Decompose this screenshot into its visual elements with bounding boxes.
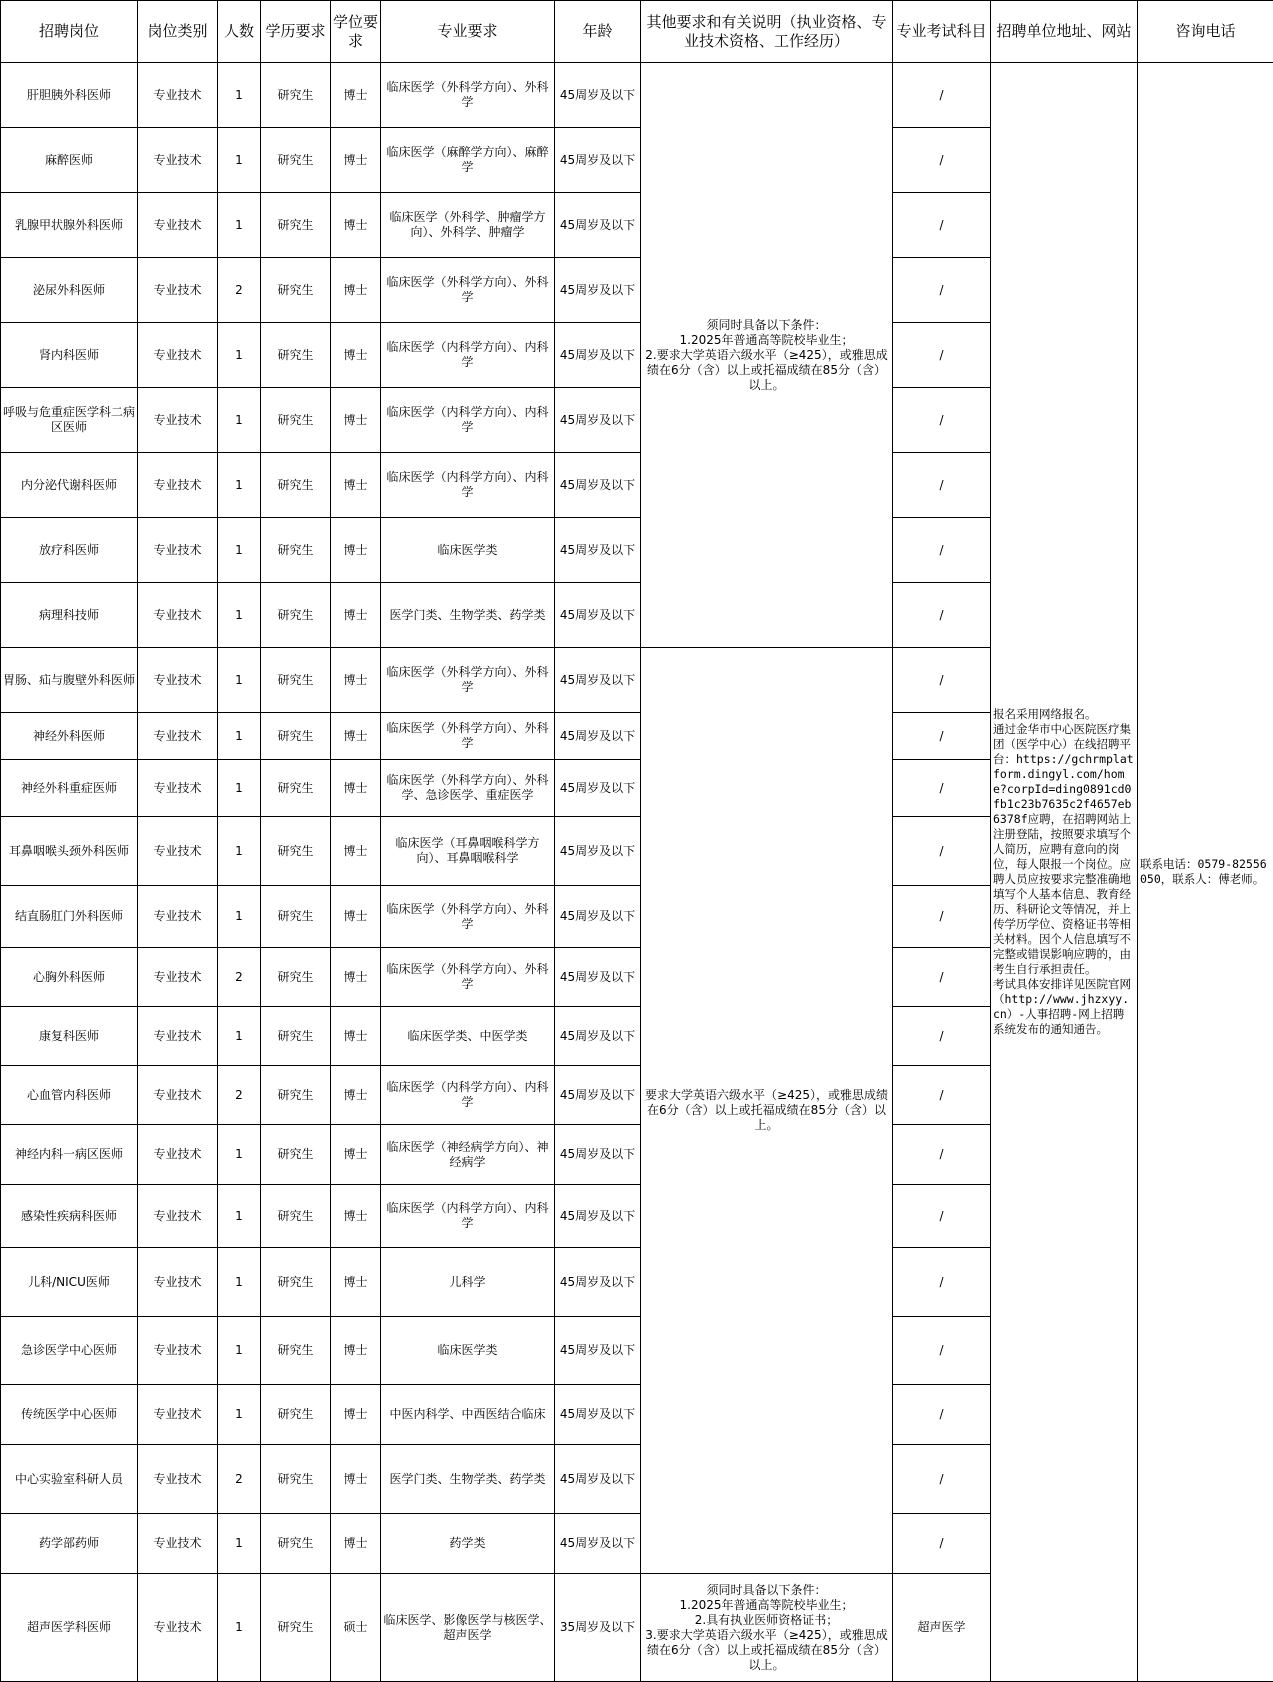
row-exam: /	[893, 886, 991, 948]
row-major: 医学门类、生物学类、药学类	[381, 1445, 555, 1514]
row-education: 研究生	[261, 713, 331, 760]
row-exam: /	[893, 713, 991, 760]
row-age: 45周岁及以下	[555, 193, 641, 258]
header-other-requirements: 其他要求和有关说明（执业资格、专业技术资格、工作经历）	[641, 1, 893, 63]
row-major: 临床医学（外科学方向）、外科学	[381, 63, 555, 128]
row-exam: /	[893, 760, 991, 817]
row-count: 1	[218, 1185, 261, 1248]
row-education: 研究生	[261, 1125, 331, 1185]
table-row	[1, 63, 1273, 128]
row-exam: /	[893, 648, 991, 713]
row-post: 胃肠、疝与腹壁外科医师	[1, 648, 138, 713]
row-category: 专业技术	[138, 817, 218, 886]
row-post: 急诊医学中心医师	[1, 1317, 138, 1385]
row-major: 中医内科学、中西医结合临床	[381, 1385, 555, 1445]
row-degree: 博士	[331, 1514, 381, 1574]
row-major: 临床医学（外科学方向）、外科学、急诊医学、重症医学	[381, 760, 555, 817]
other-requirements-group3: 须同时具备以下条件： 1.2025年普通高等院校毕业生； 2.具有执业医师资格证书； 3.要求大学英语六级水平（≥425），或雅思成绩在6分（含）以上或托福成绩在85分（含）以上。	[641, 1574, 893, 1682]
row-exam: /	[893, 1185, 991, 1248]
row-education: 研究生	[261, 1066, 331, 1125]
row-category: 专业技术	[138, 648, 218, 713]
row-category: 专业技术	[138, 63, 218, 128]
row-degree: 硕士	[331, 1574, 381, 1682]
row-post: 中心实验室科研人员	[1, 1445, 138, 1514]
row-age: 45周岁及以下	[555, 817, 641, 886]
row-post: 超声医学科医师	[1, 1574, 138, 1682]
row-age: 45周岁及以下	[555, 323, 641, 388]
header-post: 招聘岗位	[1, 1, 138, 63]
row-category: 专业技术	[138, 518, 218, 583]
row-education: 研究生	[261, 1317, 331, 1385]
row-post: 神经外科医师	[1, 713, 138, 760]
row-post: 病理科技师	[1, 583, 138, 648]
row-age: 45周岁及以下	[555, 1317, 641, 1385]
row-exam: /	[893, 1248, 991, 1317]
row-exam: /	[893, 1125, 991, 1185]
row-count: 1	[218, 1007, 261, 1066]
row-degree: 博士	[331, 1248, 381, 1317]
row-post: 结直肠肛门外科医师	[1, 886, 138, 948]
row-education: 研究生	[261, 760, 331, 817]
row-age: 45周岁及以下	[555, 886, 641, 948]
row-post: 神经内科一病区医师	[1, 1125, 138, 1185]
row-degree: 博士	[331, 1066, 381, 1125]
row-degree: 博士	[331, 648, 381, 713]
row-category: 专业技术	[138, 1514, 218, 1574]
row-post: 药学部药师	[1, 1514, 138, 1574]
row-exam: /	[893, 518, 991, 583]
row-exam: /	[893, 1445, 991, 1514]
row-major: 临床医学（外科学方向）、外科学	[381, 648, 555, 713]
row-age: 45周岁及以下	[555, 1066, 641, 1125]
row-category: 专业技术	[138, 1385, 218, 1445]
row-post: 儿科/NICU医师	[1, 1248, 138, 1317]
row-count: 1	[218, 1317, 261, 1385]
row-major: 儿科学	[381, 1248, 555, 1317]
row-major: 临床医学类、中医学类	[381, 1007, 555, 1066]
row-major: 临床医学（外科学方向）、外科学	[381, 948, 555, 1007]
row-exam: /	[893, 388, 991, 453]
row-education: 研究生	[261, 63, 331, 128]
row-age: 45周岁及以下	[555, 1125, 641, 1185]
row-post: 康复科医师	[1, 1007, 138, 1066]
row-degree: 博士	[331, 323, 381, 388]
row-post: 感染性疾病科医师	[1, 1185, 138, 1248]
row-count: 2	[218, 948, 261, 1007]
row-degree: 博士	[331, 258, 381, 323]
row-education: 研究生	[261, 817, 331, 886]
row-major: 临床医学（麻醉学方向）、麻醉学	[381, 128, 555, 193]
row-count: 1	[218, 713, 261, 760]
row-age: 45周岁及以下	[555, 1385, 641, 1445]
row-count: 1	[218, 583, 261, 648]
other-requirements-group2: 要求大学英语六级水平（≥425），或雅思成绩在6分（含）以上或托福成绩在85分（含）以上。	[641, 648, 893, 1574]
row-category: 专业技术	[138, 453, 218, 518]
row-count: 2	[218, 1066, 261, 1125]
row-count: 1	[218, 817, 261, 886]
row-age: 45周岁及以下	[555, 948, 641, 1007]
row-category: 专业技术	[138, 886, 218, 948]
row-exam: /	[893, 63, 991, 128]
row-count: 1	[218, 886, 261, 948]
row-major: 临床医学（神经病学方向）、神经病学	[381, 1125, 555, 1185]
row-degree: 博士	[331, 583, 381, 648]
row-age: 45周岁及以下	[555, 63, 641, 128]
row-degree: 博士	[331, 1007, 381, 1066]
row-major: 临床医学（内科学方向）、内科学	[381, 388, 555, 453]
row-major: 医学门类、生物学类、药学类	[381, 583, 555, 648]
row-exam: /	[893, 817, 991, 886]
row-exam: /	[893, 1317, 991, 1385]
header-phone: 咨询电话	[1138, 1, 1273, 63]
phone-cell: 联系电话：0579-82556050，联系人：傅老师。	[1138, 63, 1273, 1682]
row-age: 45周岁及以下	[555, 453, 641, 518]
row-degree: 博士	[331, 518, 381, 583]
row-education: 研究生	[261, 1385, 331, 1445]
row-education: 研究生	[261, 1574, 331, 1682]
row-age: 45周岁及以下	[555, 1185, 641, 1248]
row-major: 临床医学（内科学方向）、内科学	[381, 453, 555, 518]
row-education: 研究生	[261, 886, 331, 948]
row-count: 1	[218, 648, 261, 713]
row-education: 研究生	[261, 1185, 331, 1248]
row-major: 临床医学（内科学方向）、内科学	[381, 323, 555, 388]
row-education: 研究生	[261, 1445, 331, 1514]
row-degree: 博士	[331, 760, 381, 817]
row-major: 临床医学（耳鼻咽喉科学方向）、耳鼻咽喉科学	[381, 817, 555, 886]
row-age: 45周岁及以下	[555, 760, 641, 817]
row-post: 耳鼻咽喉头颈外科医师	[1, 817, 138, 886]
row-major: 临床医学（外科学方向）、外科学	[381, 886, 555, 948]
row-exam: /	[893, 193, 991, 258]
row-count: 1	[218, 388, 261, 453]
row-post: 传统医学中心医师	[1, 1385, 138, 1445]
row-count: 2	[218, 1445, 261, 1514]
row-education: 研究生	[261, 323, 331, 388]
row-count: 1	[218, 1514, 261, 1574]
header-address: 招聘单位地址、网站	[991, 1, 1138, 63]
row-degree: 博士	[331, 1185, 381, 1248]
row-category: 专业技术	[138, 388, 218, 453]
row-degree: 博士	[331, 817, 381, 886]
row-post: 泌尿外科医师	[1, 258, 138, 323]
row-category: 专业技术	[138, 948, 218, 1007]
other-requirements-group1: 须同时具备以下条件： 1.2025年普通高等院校毕业生； 2.要求大学英语六级水平（≥425），或雅思成绩在6分（含）以上或托福成绩在85分（含）以上。	[641, 63, 893, 648]
row-degree: 博士	[331, 63, 381, 128]
row-exam: /	[893, 1385, 991, 1445]
row-degree: 博士	[331, 713, 381, 760]
row-category: 专业技术	[138, 1248, 218, 1317]
row-count: 1	[218, 1125, 261, 1185]
row-degree: 博士	[331, 948, 381, 1007]
row-category: 专业技术	[138, 1445, 218, 1514]
header-degree: 学位要求	[331, 1, 381, 63]
row-post: 麻醉医师	[1, 128, 138, 193]
row-degree: 博士	[331, 128, 381, 193]
row-major: 临床医学（内科学方向）、内科学	[381, 1066, 555, 1125]
row-education: 研究生	[261, 583, 331, 648]
row-major: 药学类	[381, 1514, 555, 1574]
row-category: 专业技术	[138, 1317, 218, 1385]
row-count: 1	[218, 63, 261, 128]
header-count: 人数	[218, 1, 261, 63]
row-category: 专业技术	[138, 1066, 218, 1125]
header-exam: 专业考试科目	[893, 1, 991, 63]
row-major: 临床医学（外科学方向）、外科学	[381, 713, 555, 760]
header-major: 专业要求	[381, 1, 555, 63]
row-count: 1	[218, 128, 261, 193]
row-major: 临床医学（外科学、肿瘤学方向）、外科学、肿瘤学	[381, 193, 555, 258]
row-age: 45周岁及以下	[555, 128, 641, 193]
row-category: 专业技术	[138, 258, 218, 323]
row-category: 专业技术	[138, 323, 218, 388]
row-category: 专业技术	[138, 128, 218, 193]
row-post: 肾内科医师	[1, 323, 138, 388]
row-age: 45周岁及以下	[555, 1514, 641, 1574]
header-category: 岗位类别	[138, 1, 218, 63]
row-degree: 博士	[331, 453, 381, 518]
row-exam: 超声医学	[893, 1574, 991, 1682]
row-exam: /	[893, 323, 991, 388]
row-major: 临床医学、影像医学与核医学、超声医学	[381, 1574, 555, 1682]
row-category: 专业技术	[138, 1574, 218, 1682]
row-count: 1	[218, 193, 261, 258]
row-education: 研究生	[261, 193, 331, 258]
row-age: 35周岁及以下	[555, 1574, 641, 1682]
row-category: 专业技术	[138, 1125, 218, 1185]
row-age: 45周岁及以下	[555, 518, 641, 583]
row-education: 研究生	[261, 453, 331, 518]
row-exam: /	[893, 1514, 991, 1574]
row-exam: /	[893, 258, 991, 323]
header-education: 学历要求	[261, 1, 331, 63]
row-degree: 博士	[331, 193, 381, 258]
row-education: 研究生	[261, 648, 331, 713]
row-post: 内分泌代谢科医师	[1, 453, 138, 518]
row-major: 临床医学（外科学方向）、外科学	[381, 258, 555, 323]
row-major: 临床医学（内科学方向）、内科学	[381, 1185, 555, 1248]
row-degree: 博士	[331, 1317, 381, 1385]
row-post: 乳腺甲状腺外科医师	[1, 193, 138, 258]
row-degree: 博士	[331, 886, 381, 948]
row-age: 45周岁及以下	[555, 258, 641, 323]
row-education: 研究生	[261, 518, 331, 583]
row-post: 神经外科重症医师	[1, 760, 138, 817]
row-exam: /	[893, 453, 991, 518]
address-cell: 报名采用网络报名。 通过金华市中心医院医疗集团（医学中心）在线招聘平台：https://gchrmplatform.dingyl.com/home?corpId=ding0891cd0fb1c23b7635c2f4657eb6378f应聘，在招聘网站上注册登陆，按照要求填写个人简历，应聘有意向的岗位，每人限报一个岗位。应聘人员应按要求完整准确地填写个人基本信息、教育经历、科研论文等情况，并上传学历学位、资格证书等相关材料。因个人信息填写不完整或错误影响应聘的，由考生自行承担责任。 考试具体安排详见医院官网（http://www.jhzxyy.cn）-人事招聘-网上招聘系统发布的通知通告。	[991, 63, 1138, 1682]
row-category: 专业技术	[138, 1007, 218, 1066]
row-post: 心胸外科医师	[1, 948, 138, 1007]
header-age: 年龄	[555, 1, 641, 63]
row-age: 45周岁及以下	[555, 648, 641, 713]
row-major: 临床医学类	[381, 518, 555, 583]
row-age: 45周岁及以下	[555, 583, 641, 648]
row-exam: /	[893, 948, 991, 1007]
row-category: 专业技术	[138, 713, 218, 760]
row-exam: /	[893, 1066, 991, 1125]
row-education: 研究生	[261, 388, 331, 453]
row-exam: /	[893, 583, 991, 648]
row-post: 心血管内科医师	[1, 1066, 138, 1125]
row-major: 临床医学类	[381, 1317, 555, 1385]
row-count: 2	[218, 258, 261, 323]
row-count: 1	[218, 1574, 261, 1682]
row-count: 1	[218, 453, 261, 518]
row-education: 研究生	[261, 128, 331, 193]
row-category: 专业技术	[138, 760, 218, 817]
row-age: 45周岁及以下	[555, 1007, 641, 1066]
row-exam: /	[893, 1007, 991, 1066]
row-count: 1	[218, 760, 261, 817]
row-age: 45周岁及以下	[555, 1248, 641, 1317]
row-count: 1	[218, 518, 261, 583]
row-education: 研究生	[261, 258, 331, 323]
row-post: 肝胆胰外科医师	[1, 63, 138, 128]
row-age: 45周岁及以下	[555, 1445, 641, 1514]
row-degree: 博士	[331, 1445, 381, 1514]
row-education: 研究生	[261, 1248, 331, 1317]
row-education: 研究生	[261, 1514, 331, 1574]
row-count: 1	[218, 323, 261, 388]
row-post: 放疗科医师	[1, 518, 138, 583]
row-count: 1	[218, 1248, 261, 1317]
row-category: 专业技术	[138, 1185, 218, 1248]
row-degree: 博士	[331, 388, 381, 453]
row-education: 研究生	[261, 1007, 331, 1066]
row-degree: 博士	[331, 1125, 381, 1185]
row-education: 研究生	[261, 948, 331, 1007]
row-exam: /	[893, 128, 991, 193]
row-age: 45周岁及以下	[555, 388, 641, 453]
row-count: 1	[218, 1385, 261, 1445]
row-degree: 博士	[331, 1385, 381, 1445]
row-age: 45周岁及以下	[555, 713, 641, 760]
row-category: 专业技术	[138, 583, 218, 648]
row-post: 呼吸与危重症医学科二病区医师	[1, 388, 138, 453]
row-category: 专业技术	[138, 193, 218, 258]
